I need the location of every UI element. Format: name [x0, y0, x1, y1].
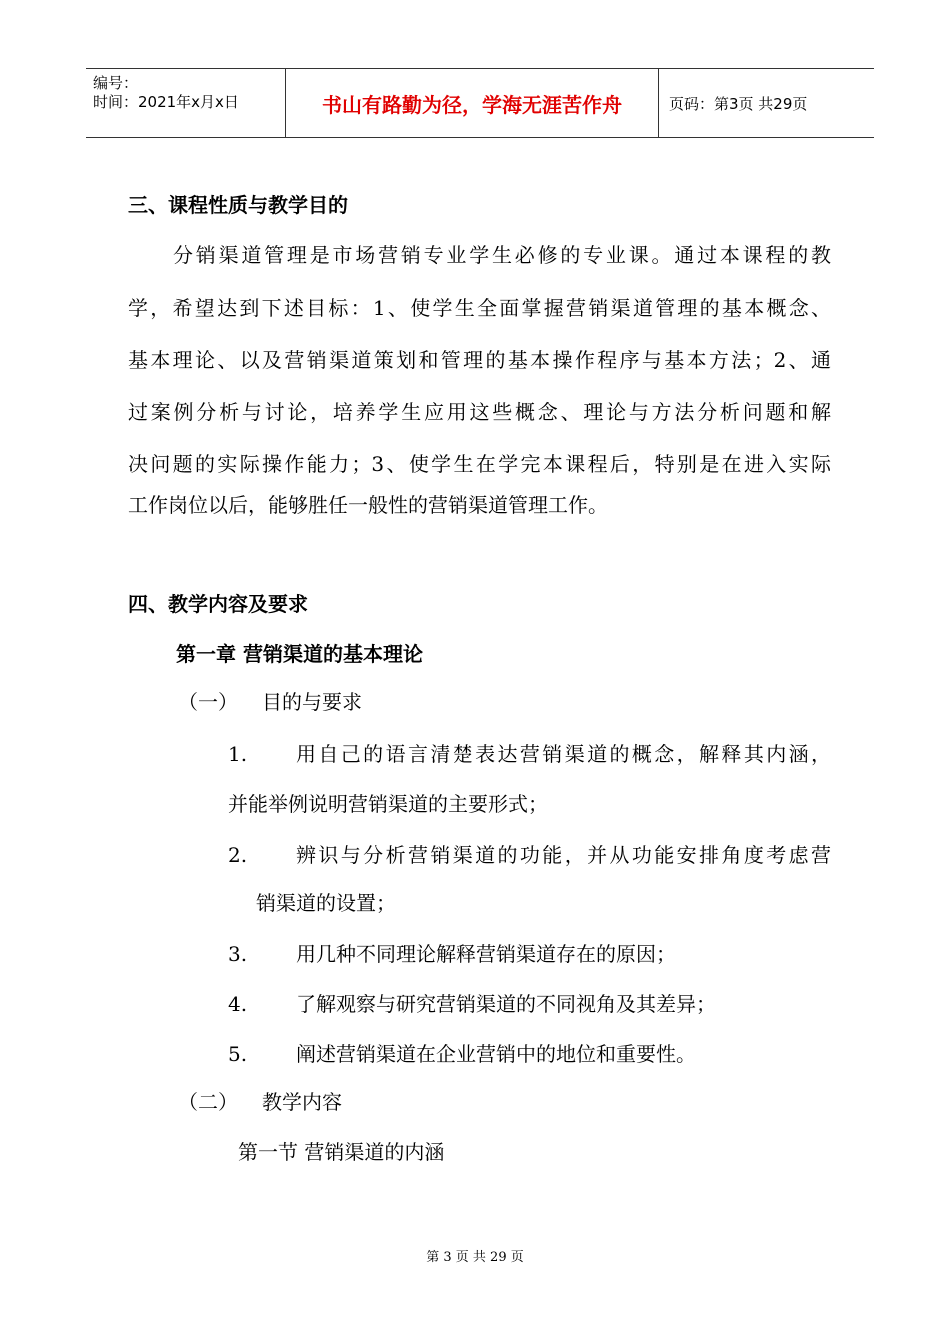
list-item-number: 3. [228, 942, 248, 966]
subsection-title-1: 目的与要求 [262, 690, 362, 714]
paragraph-line-3: 基本理论、以及营销渠道策划和管理的基本操作程序与基本方法；2、通 [128, 348, 831, 372]
header-motto-cell [286, 69, 659, 137]
list-item-text: 用几种不同理论解释营销渠道存在的原因； [296, 942, 676, 966]
subsection-title-2: 教学内容 [262, 1090, 342, 1114]
list-item-text: 了解观察与研究营销渠道的不同视角及其差异； [296, 992, 716, 1016]
paragraph-line-5: 决问题的实际操作能力；3、使学生在学完本课程后，特别是在进入实际 [128, 452, 831, 476]
header-number-label: 编号： [93, 74, 139, 92]
section-heading-3: 三、课程性质与教学目的 [128, 193, 348, 217]
list-item-number: 4. [228, 992, 248, 1016]
section-heading-4: 四、教学内容及要求 [128, 592, 308, 616]
page-footer: 第 3 页 共 29 页 [426, 1250, 524, 1265]
header-meta-cell [86, 69, 286, 137]
header-page-info: 页码：第3页 共29页 [669, 94, 808, 113]
section-heading-1: 第一节 营销渠道的内涵 [238, 1140, 445, 1164]
list-item-continuation: 销渠道的设置； [256, 891, 396, 915]
page-header [86, 68, 874, 138]
header-time-label: 时间：2021年x月x日 [93, 93, 239, 111]
list-item-continuation: 并能举例说明营销渠道的主要形式； [228, 792, 548, 816]
list-item-number: 2. [228, 843, 248, 867]
subsection-number-2: （二） [178, 1090, 238, 1114]
header-motto: 书山有路勤为径，学海无涯苦作舟 [322, 92, 622, 117]
paragraph-line-4: 过案例分析与讨论，培养学生应用这些概念、理论与方法分析问题和解 [128, 400, 831, 424]
list-item-number: 1. [228, 742, 248, 766]
header-page-cell [659, 69, 874, 137]
chapter-heading: 第一章 营销渠道的基本理论 [176, 642, 423, 666]
list-item-text: 阐述营销渠道在企业营销中的地位和重要性。 [296, 1042, 696, 1066]
list-item-number: 5. [228, 1042, 248, 1066]
paragraph-line-2: 学，希望达到下述目标：1、使学生全面掌握营销渠道管理的基本概念、 [128, 296, 831, 320]
list-item-text: 辨识与分析营销渠道的功能，并从功能安排角度考虑营 [296, 843, 831, 867]
paragraph-line-1: 分销渠道管理是市场营销专业学生必修的专业课。通过本课程的教 [173, 243, 831, 267]
list-item-text: 用自己的语言清楚表达营销渠道的概念，解释其内涵， [296, 742, 831, 766]
subsection-number-1: （一） [178, 690, 238, 714]
paragraph-line-6: 工作岗位以后，能够胜任一般性的营销渠道管理工作。 [128, 493, 608, 517]
